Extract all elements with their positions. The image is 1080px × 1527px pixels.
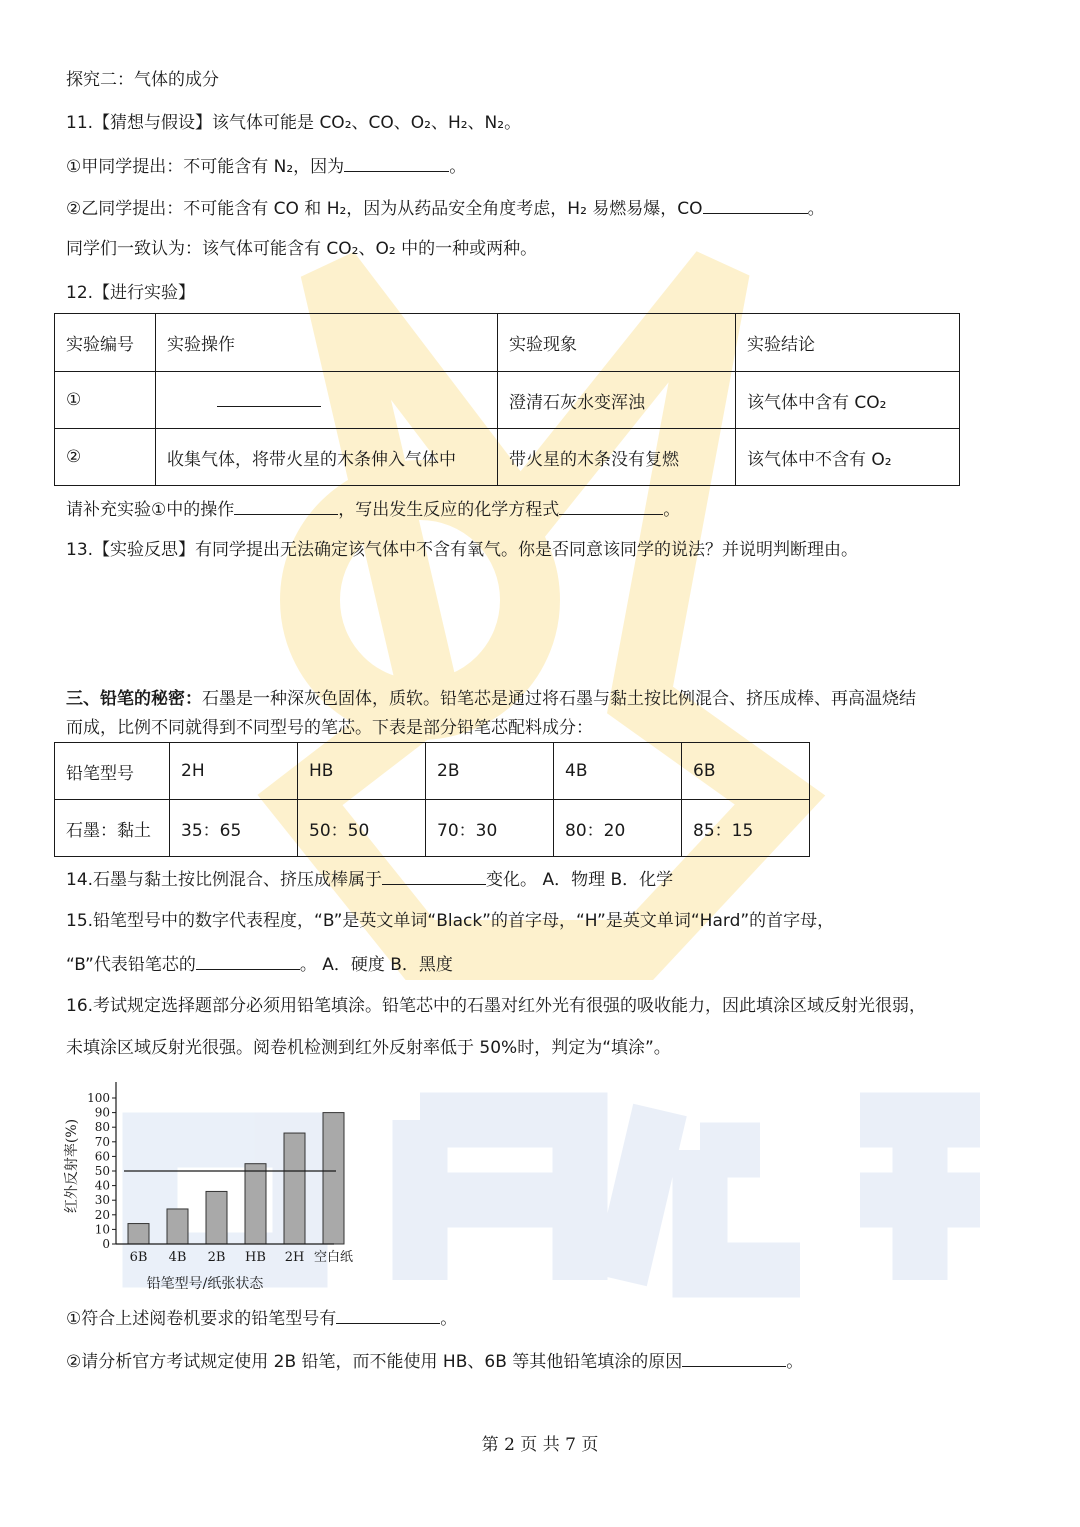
table-cell: 4B bbox=[554, 743, 682, 800]
table-cell: 石墨：黏土 bbox=[55, 800, 170, 857]
q11-consensus: 同学们一致认为：该气体可能含有 CO₂、O₂ 中的一种或两种。 bbox=[66, 239, 538, 259]
table-cell: HB bbox=[298, 743, 426, 800]
q12-after-c: 。 bbox=[663, 500, 681, 520]
table-cell: 70：30 bbox=[426, 800, 554, 857]
q12-after-a: 请补充实验①中的操作 bbox=[66, 500, 235, 520]
answer-blank[interactable] bbox=[559, 496, 663, 515]
table-cell: 该气体中不含有 O₂ bbox=[736, 429, 960, 486]
y-tick-label: 90 bbox=[94, 1105, 110, 1120]
q14-end: 变化。 A．物理 B．化学 bbox=[486, 870, 674, 890]
answer-blank[interactable] bbox=[682, 1348, 786, 1367]
table-header: 实验编号 bbox=[55, 314, 156, 372]
x-tick-label: 空白纸 bbox=[313, 1250, 354, 1265]
q11-sub2-text: ②乙同学提出：不可能含有 CO 和 H₂，因为从药品安全角度考虑，H₂ 易燃易爆，CO bbox=[66, 199, 703, 219]
answer-blank[interactable] bbox=[344, 153, 449, 172]
experiment-table bbox=[54, 313, 960, 486]
q11-sub1-end: 。 bbox=[449, 157, 467, 177]
x-tick-label: 4B bbox=[168, 1250, 187, 1265]
x-tick-label: 6B bbox=[129, 1250, 148, 1265]
q16-sub1 bbox=[66, 1305, 457, 1331]
table-cell: 铅笔型号 bbox=[55, 743, 170, 800]
y-tick-label: 70 bbox=[94, 1134, 110, 1149]
table-cell: 50：50 bbox=[298, 800, 426, 857]
table-cell: 2H bbox=[170, 743, 298, 800]
table-header: 实验操作 bbox=[156, 314, 498, 372]
section3-text: 石墨是一种深灰色固体，质软。铅笔芯是通过将石墨与黏土按比例混合、挤压成棒、再高温烧结 bbox=[202, 689, 916, 709]
x-tick-label: 2B bbox=[207, 1250, 226, 1265]
q11-text: 11.【猜想与假设】该气体可能是 CO₂、CO、O₂、H₂、N₂。 bbox=[66, 113, 522, 133]
table-cell bbox=[156, 372, 498, 429]
x-tick-label: 2H bbox=[284, 1250, 305, 1265]
q12-after-b: ，写出发生反应的化学方程式 bbox=[338, 500, 560, 520]
table-header-row bbox=[55, 314, 960, 372]
q13-text: 13.【实验反思】有同学提出无法确定该气体中不含有氧气。你是否同意该同学的说法？并说明判断理由。 bbox=[66, 540, 859, 560]
q16-sub2-text: ②请分析官方考试规定使用 2B 铅笔，而不能使用 HB、6B 等其他铅笔填涂的原因 bbox=[66, 1352, 683, 1372]
answer-blank[interactable] bbox=[196, 951, 300, 970]
section-title: 探究二：气体的成分 bbox=[66, 70, 219, 90]
q14-text: 14.石墨与黏土按比例混合、挤压成棒属于 bbox=[66, 870, 383, 890]
q14 bbox=[66, 866, 673, 892]
table-cell: 该气体中含有 CO₂ bbox=[736, 372, 960, 429]
q16-sub1-end: 。 bbox=[440, 1309, 458, 1329]
y-tick-label: 0 bbox=[102, 1237, 110, 1251]
bar-2B bbox=[206, 1191, 227, 1244]
answer-blank[interactable] bbox=[703, 195, 808, 214]
bar-4B bbox=[167, 1209, 188, 1244]
table-cell: 收集气体，将带火星的木条伸入气体中 bbox=[156, 429, 498, 486]
q16-sub1-text: ①符合上述阅卷机要求的铅笔型号有 bbox=[66, 1309, 337, 1329]
section3-title: 三、铅笔的秘密： bbox=[66, 689, 202, 709]
y-tick-label: 80 bbox=[94, 1120, 110, 1135]
q15-line2 bbox=[66, 951, 453, 977]
reflectance-chart bbox=[60, 1078, 380, 1298]
y-tick-label: 20 bbox=[94, 1207, 110, 1222]
y-axis-label: 红外反射率(%) bbox=[64, 1118, 80, 1214]
section3-line2: 而成，比例不同就得到不同型号的笔芯。下表是部分铅笔芯配料成分： bbox=[66, 718, 593, 738]
q11-sub2-end: 。 bbox=[807, 199, 825, 219]
x-tick-label: HB bbox=[245, 1250, 266, 1265]
y-tick-label: 100 bbox=[87, 1091, 110, 1105]
bar-6B bbox=[128, 1224, 149, 1244]
q16-line1: 16.考试规定选择题部分必须用铅笔填涂。铅笔芯中的石墨对红外光有很强的吸收能力，因此填涂区域反射光很弱， bbox=[66, 996, 927, 1016]
table-cell: 2B bbox=[426, 743, 554, 800]
y-tick-label: 40 bbox=[94, 1178, 110, 1193]
y-tick-label: 60 bbox=[94, 1149, 110, 1164]
bar-空白纸 bbox=[323, 1113, 344, 1244]
table-cell: 35：65 bbox=[170, 800, 298, 857]
table-cell: 6B bbox=[682, 743, 810, 800]
q11-sub1 bbox=[66, 153, 466, 179]
table-row bbox=[55, 372, 960, 429]
table-header: 实验结论 bbox=[736, 314, 960, 372]
q16-sub2-end: 。 bbox=[786, 1352, 804, 1372]
bar-2H bbox=[284, 1133, 305, 1244]
table-cell: 带火星的木条没有复燃 bbox=[498, 429, 736, 486]
answer-blank[interactable] bbox=[217, 388, 321, 407]
answer-blank[interactable] bbox=[382, 866, 486, 885]
table-row bbox=[55, 800, 810, 857]
q12-title: 12.【进行实验】 bbox=[66, 283, 196, 303]
q12-followup bbox=[66, 496, 680, 522]
table-cell: ① bbox=[55, 372, 156, 429]
y-tick-label: 30 bbox=[94, 1193, 110, 1208]
table-row bbox=[55, 429, 960, 486]
q16-sub2 bbox=[66, 1348, 803, 1374]
table-row bbox=[55, 743, 810, 800]
table-cell: 80：20 bbox=[554, 800, 682, 857]
y-tick-label: 10 bbox=[94, 1222, 110, 1237]
y-tick-label: 50 bbox=[94, 1164, 110, 1178]
page-footer: 第 2 页 共 7 页 bbox=[481, 1435, 599, 1455]
q15-text: “B”代表铅笔芯的 bbox=[66, 955, 196, 975]
bar-HB bbox=[245, 1164, 266, 1244]
table-cell: ② bbox=[55, 429, 156, 486]
q15-line1: 15.铅笔型号中的数字代表程度，“B”是英文单词“Black”的首字母，“H”是英文单词“Hard”的首字母， bbox=[66, 911, 835, 931]
table-header: 实验现象 bbox=[498, 314, 736, 372]
answer-blank[interactable] bbox=[336, 1305, 440, 1324]
q11-sub1-text: ①甲同学提出：不可能含有 N₂，因为 bbox=[66, 157, 345, 177]
x-axis-label: 铅笔型号/纸张状态 bbox=[146, 1276, 264, 1292]
section3-line1 bbox=[66, 687, 916, 711]
pencil-table bbox=[54, 742, 810, 857]
q15-end: 。 A．硬度 B．黑度 bbox=[299, 955, 453, 975]
table-cell: 85：15 bbox=[682, 800, 810, 857]
q11-sub2 bbox=[66, 195, 825, 221]
table-cell: 澄清石灰水变浑浊 bbox=[498, 372, 736, 429]
q16-line2: 未填涂区域反射光很强。阅卷机检测到红外反射率低于 50%时，判定为“填涂”。 bbox=[66, 1038, 671, 1058]
answer-blank[interactable] bbox=[234, 496, 338, 515]
